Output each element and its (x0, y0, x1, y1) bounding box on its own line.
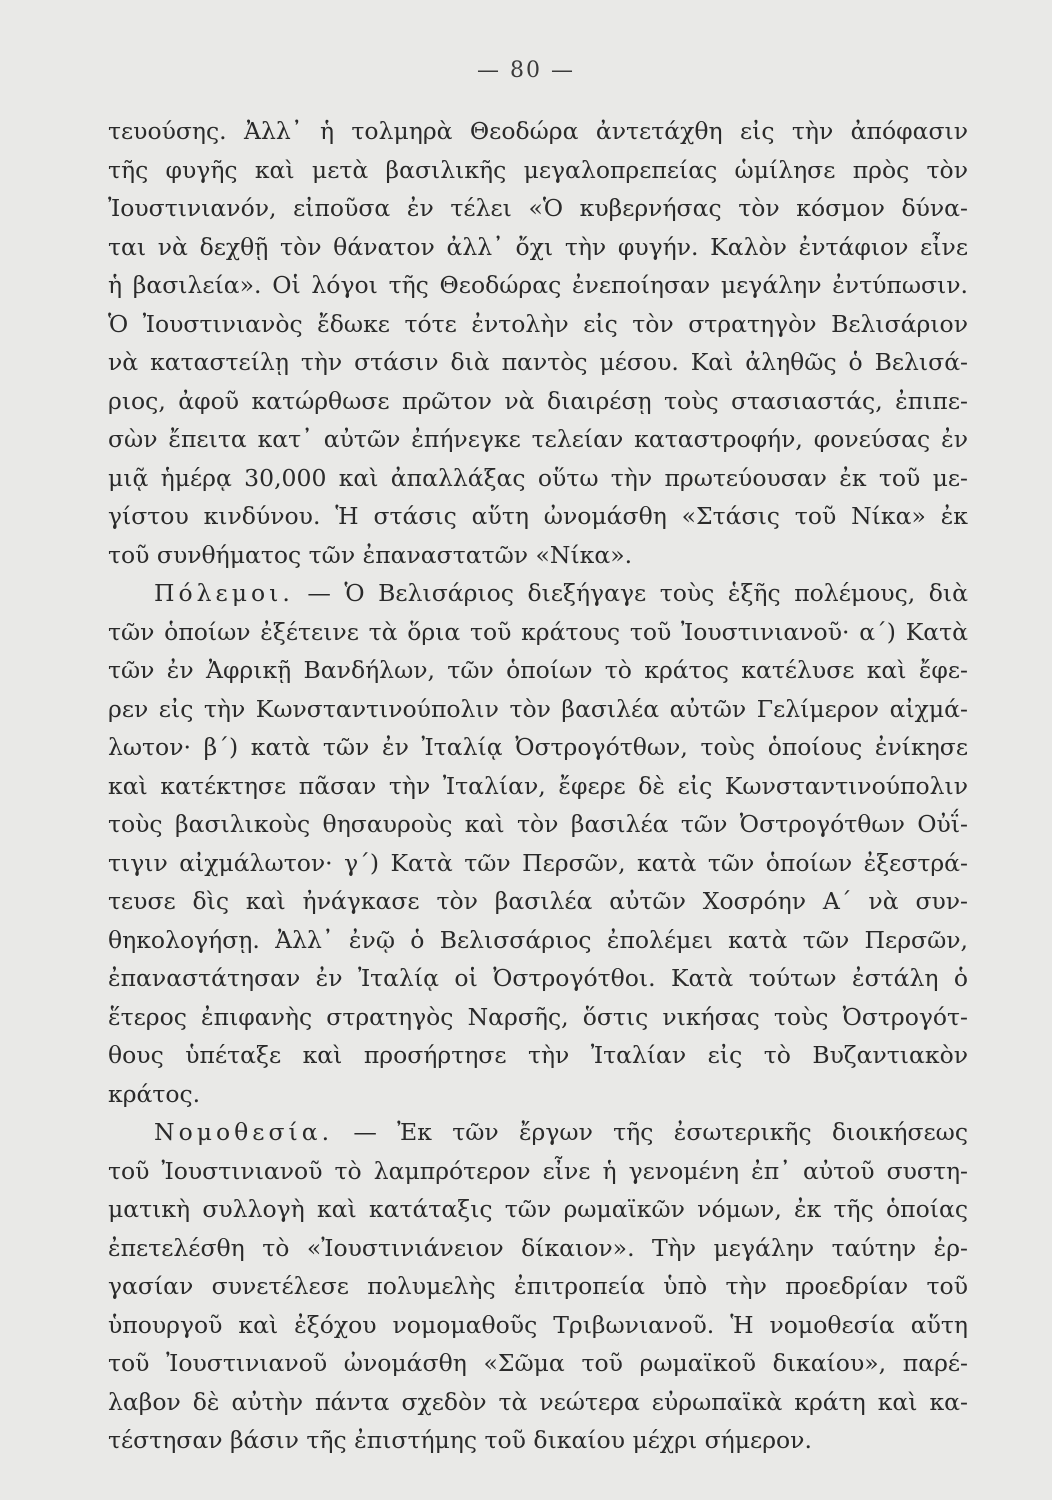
text-line (108, 998, 968, 1037)
text-line (108, 420, 968, 459)
text-line (108, 497, 968, 536)
text-line (108, 1075, 968, 1114)
text-line (108, 882, 968, 921)
line-text: ἡ βασιλεία». Οἱ λόγοι τῆς Θεοδώρας ἐνεποίησαν μεγάλην ἐντύπωσιν. (108, 271, 968, 299)
line-text: μιᾷ ἡμέρᾳ 30,000 καὶ ἀπαλλάξας οὕτω τὴν πρωτεύουσαν ἐκ τοῦ με- (108, 463, 968, 492)
line-text: νὰ καταστείλῃ τὴν στάσιν διὰ παντὸς μέσου. Καὶ ἀληθῶς ὁ Βελισά- (108, 348, 968, 376)
line-text: τοὺς βασιλικοὺς θησαυροὺς καὶ τὸν βασιλέα τῶν Ὀστρογότθων Οὐΐ- (108, 810, 968, 838)
line-text: Ἰουστινιανόν, εἰποῦσα ἐν τέλει «Ὁ κυβερνήσας τὸν κόσμον δύνα- (108, 194, 968, 222)
text-line (108, 112, 968, 151)
text-line (108, 151, 968, 190)
text-line (108, 767, 968, 806)
line-text: τῆς φυγῆς καὶ μετὰ βασιλικῆς μεγαλοπρεπείας ὡμίλησε πρὸς τὸν (108, 155, 968, 184)
text-line (108, 343, 968, 382)
section-heading: Πόλεμοι. (154, 579, 294, 607)
line-text: ρεν εἰς τὴν Κωνσταντινούπολιν τὸν βασιλέα αὐτῶν Γελίμερον αἰχμά- (108, 694, 968, 723)
text-line (108, 1229, 968, 1268)
text-line (108, 1036, 968, 1075)
text-line (108, 1383, 968, 1422)
line-text: τευσε δὶς καὶ ἠνάγκασε τὸν βασιλέα αὐτῶν Χοσρόην Α΄ νὰ συν- (108, 887, 968, 915)
text-line (108, 189, 968, 228)
line-text: ται νὰ δεχθῇ τὸν θάνατον ἀλλ᾽ ὄχι τὴν φυγήν. Καλὸν ἐντάφιον εἶνε (108, 232, 968, 261)
text-line (108, 805, 968, 844)
text-line (108, 690, 968, 729)
line-text: κράτος. (108, 1079, 201, 1108)
line-text: τιγιν αἰχμάλωτον· γ΄) Κατὰ τῶν Περσῶν, κατὰ τῶν ὁποίων ἐξεστρά- (108, 848, 968, 877)
line-text: θηκολογήσῃ. Ἀλλ᾽ ἐνῷ ὁ Βελισσάριος ἐπολέμει κατὰ τῶν Περσῶν, (108, 925, 968, 954)
line-text: τέστησαν βάσιν τῆς ἐπιστήμης τοῦ δικαίου μέχρι σήμερον. (108, 1426, 812, 1454)
text-line (108, 651, 968, 690)
text-line (108, 844, 968, 883)
line-text: γίστου κινδύνου. Ἡ στάσις αὕτη ὠνομάσθη «Στάσις τοῦ Νίκα» ἐκ (108, 502, 968, 530)
line-text: σὼν ἔπειτα κατ᾽ αὐτῶν ἐπήνεγκε τελείαν καταστροφήν, φονεύσας ἐν (108, 425, 968, 453)
text-line (108, 228, 968, 267)
text-line (108, 382, 968, 421)
text-line (108, 1421, 968, 1460)
text-line (108, 728, 968, 767)
line-text: ριος, ἀφοῦ κατώρθωσε πρῶτον νὰ διαιρέσῃ τοὺς στασιαστάς, ἐπιπε- (108, 386, 968, 415)
text-line (108, 613, 968, 652)
section-heading: Νομοθεσία. (154, 1118, 334, 1146)
text-line (108, 1306, 968, 1345)
text-line (108, 266, 968, 305)
line-text: Ὁ Ἰουστινιανὸς ἔδωκε τότε ἐντολὴν εἰς τὸν στρατηγὸν Βελισάριον (108, 309, 968, 338)
text-line (108, 305, 968, 344)
line-text: γασίαν συνετέλεσε πολυμελὴς ἐπιτροπεία ὑπὸ τὴν προεδρίαν τοῦ (108, 1272, 968, 1300)
line-text: ὑπουργοῦ καὶ ἐξόχου νομομαθοῦς Τριβωνιανοῦ. Ἡ νομοθεσία αὕτη (108, 1310, 968, 1339)
line-text: ἐπετελέσθη τὸ «Ἰουστινιάνειον δίκαιον». Τὴν μεγάλην ταύτην ἐρ- (108, 1233, 968, 1262)
line-text: τευούσης. Ἀλλ᾽ ἡ τολμηρὰ Θεοδώρα ἀντετάχθη εἰς τὴν ἀπόφασιν (108, 117, 968, 145)
line-text: τοῦ συνθήματος τῶν ἐπαναστατῶν «Νίκα». (108, 540, 633, 569)
line-text: — Ἐκ τῶν ἔργων τῆς ἐσωτερικῆς διοικήσεως (333, 1118, 968, 1146)
line-text: τοῦ Ἰουστινιανοῦ ὠνομάσθη «Σῶμα τοῦ ρωμαϊκοῦ δικαίου», παρέ- (108, 1349, 968, 1377)
line-text: λωτον· β΄) κατὰ τῶν ἐν Ἰταλίᾳ Ὀστρογότθων, τοὺς ὁποίους ἐνίκησε (108, 733, 968, 761)
page-number: — 80 — (477, 58, 575, 83)
text-line (108, 1344, 968, 1383)
text-line (108, 1113, 968, 1152)
text-line (108, 959, 968, 998)
line-text: λαβον δὲ αὐτὴν πάντα σχεδὸν τὰ νεώτερα εὐρωπαϊκὰ κράτη καὶ κα- (108, 1387, 968, 1416)
line-text: καὶ κατέκτησε πᾶσαν τὴν Ἰταλίαν, ἔφερε δὲ εἰς Κωνσταντινούπολιν (108, 771, 968, 800)
text-line (108, 921, 968, 960)
line-text: τῶν ἐν Ἀφρικῇ Βανδήλων, τῶν ὁποίων τὸ κράτος κατέλυσε καὶ ἔφε- (108, 656, 968, 684)
line-text: θους ὑπέταξε καὶ προσήρτησε τὴν Ἰταλίαν εἰς τὸ Βυζαντιακὸν (108, 1041, 968, 1069)
line-text: τῶν ὁποίων ἐξέτεινε τὰ ὅρια τοῦ κράτους τοῦ Ἰουστινιανοῦ· α΄) Κατὰ (108, 617, 968, 646)
text-line (108, 1267, 968, 1306)
line-text: τοῦ Ἰουστινιανοῦ τὸ λαμπρότερον εἶνε ἡ γενομένη ἐπ᾽ αὐτοῦ συστη- (108, 1156, 968, 1185)
text-line (108, 1190, 968, 1229)
text-line (108, 574, 968, 613)
text-line (108, 459, 968, 498)
text-line (108, 536, 968, 575)
text-line (108, 1152, 968, 1191)
line-text: ἕτερος ἐπιφανὴς στρατηγὸς Ναρσῆς, ὅστις νικήσας τοὺς Ὀστρογότ- (108, 1002, 968, 1031)
body-text (108, 112, 968, 1460)
line-text: ματικὴ συλλογὴ καὶ κατάταξις τῶν ρωμαϊκῶν νόμων, ἐκ τῆς ὁποίας (108, 1195, 968, 1223)
line-text: ἐπαναστάτησαν ἐν Ἰταλίᾳ οἱ Ὀστρογότθοι. Κατὰ τούτων ἐστάλη ὁ (108, 964, 968, 992)
line-text: — Ὁ Βελισάριος διεξήγαγε τοὺς ἑξῆς πολέμους, διὰ (293, 579, 968, 607)
